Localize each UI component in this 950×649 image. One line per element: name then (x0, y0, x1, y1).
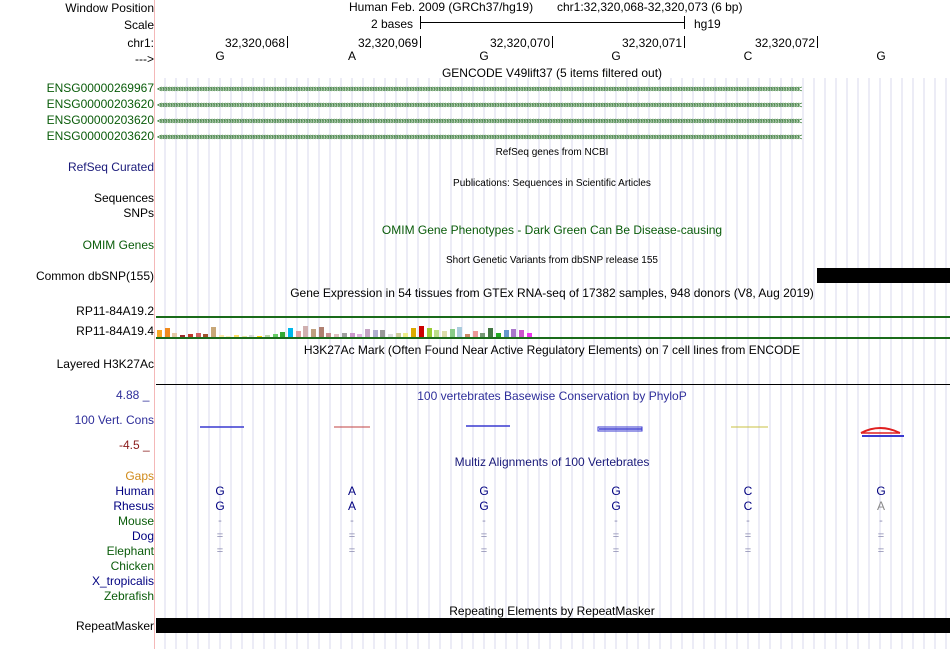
gtex-tissue-bar[interactable] (280, 332, 285, 337)
species-label[interactable]: Human (115, 484, 154, 498)
alignment-base: = (612, 530, 620, 542)
gtex-tissue-bar[interactable] (334, 334, 339, 337)
phylop-max-label: 4.88 _ (116, 388, 150, 402)
coordinate-label: 32,320,071 (621, 36, 682, 50)
coordinate-tick (684, 36, 685, 48)
gtex-tissue-bar[interactable] (357, 334, 362, 337)
alignment-base: G (876, 484, 886, 498)
alignment-base: G (215, 484, 225, 498)
assembly-title: Human Feb. 2009 (GRCh37/hg19) (349, 0, 534, 14)
gtex-tissue-bar[interactable] (473, 331, 478, 337)
repeatmasker-track-label[interactable]: RepeatMasker (75, 619, 154, 633)
gtex-gene-baseline-1 (156, 316, 950, 318)
publications-snps-label[interactable]: SNPs (123, 206, 154, 220)
gtex-tissue-bar[interactable] (350, 333, 355, 337)
gtex-tissue-bar[interactable] (157, 330, 162, 337)
reference-base: G (215, 49, 225, 63)
scale-label: Scale (123, 18, 154, 32)
gtex-track-title[interactable]: Gene Expression in 54 tissues from GTEx RNA-seq of 17382 samples, 948 donors (V8, Aug 2019) (290, 286, 814, 300)
alignment-base: G (611, 484, 621, 498)
gencode-track-title[interactable]: GENCODE V49lift37 (5 items filtered out) (441, 66, 663, 80)
phylop-min-label: -4.5 _ (119, 438, 150, 452)
gtex-tissue-bar[interactable] (450, 329, 455, 337)
species-label[interactable]: Rhesus (113, 499, 154, 513)
repeatmasker-feature[interactable] (156, 618, 950, 633)
coordinate-tick (817, 36, 818, 48)
omim-track-title[interactable]: OMIM Gene Phenotypes - Dark Green Can Be Disease-causing (381, 223, 723, 237)
alignment-base: = (216, 545, 224, 557)
reference-base: G (611, 49, 621, 63)
repeatmasker-track-title[interactable]: Repeating Elements by RepeatMasker (449, 604, 655, 618)
gtex-tissue-bar[interactable] (427, 328, 432, 337)
h3k27ac-baseline (156, 384, 950, 385)
gtex-tissue-bar[interactable] (196, 333, 201, 337)
position-readout: chr1:32,320,068-32,320,073 (6 bp) (557, 0, 743, 14)
alignment-base: = (877, 530, 885, 542)
gtex-tissue-bar[interactable] (457, 327, 462, 337)
coordinate-tick (552, 36, 553, 48)
gencode-gene-feature-2[interactable]: <<<<<<<<<<<<<<<<<<<<<<<<<<<<<<<<<<<<<<<<<<<<<<<<<<<<<<<<<<<<<<<<<<<<<<<<<<<<<<<<<<<<<<<<<<<<<<<<<<<<<<<<<<<<<<<<<<<<<<<<<<<<<<<<<<<<<<<<<<<<<<<<<<<<<<<<<<<<<<<<<<<<<<<<<<<<<<<<<<<<<<<<<<<<<<<<<<<<<<<<<<<<<<<<<<<<<<<<<<<<<<<<<<<<<<<<<<<<<<<<<< (157, 100, 800, 110)
species-label[interactable]: Zebrafish (103, 589, 154, 603)
publications-track-title[interactable]: Publications: Sequences in Scientific Articles (453, 178, 651, 189)
h3k27ac-track-label[interactable]: Layered H3K27Ac (56, 357, 154, 371)
coordinate-tick (287, 36, 288, 48)
scale-bar-right-tick (684, 16, 685, 29)
alignment-base: G (479, 484, 489, 498)
gtex-tissue-bar[interactable] (396, 333, 401, 337)
alignment-base: C (743, 484, 753, 498)
coordinate-label: 32,320,070 (489, 36, 550, 50)
species-label[interactable]: Dog (131, 529, 154, 543)
species-label[interactable]: Mouse (117, 514, 154, 528)
gtex-tissue-bar[interactable] (434, 330, 439, 337)
gtex-tissue-bar[interactable] (249, 335, 254, 337)
gtex-tissue-bar[interactable] (242, 336, 247, 337)
alignment-base: = (744, 530, 752, 542)
dbsnp-variant-feature[interactable] (817, 268, 950, 283)
gtex-tissue-bar[interactable] (403, 333, 408, 337)
gtex-tissue-bar[interactable] (527, 333, 532, 337)
gencode-gene-feature-3[interactable]: <<<<<<<<<<<<<<<<<<<<<<<<<<<<<<<<<<<<<<<<<<<<<<<<<<<<<<<<<<<<<<<<<<<<<<<<<<<<<<<<<<<<<<<<<<<<<<<<<<<<<<<<<<<<<<<<<<<<<<<<<<<<<<<<<<<<<<<<<<<<<<<<<<<<<<<<<<<<<<<<<<<<<<<<<<<<<<<<<<<<<<<<<<<<<<<<<<<<<<<<<<<<<<<<<<<<<<<<<<<<<<<<<<<<<<<<<<<<<<<<<< (157, 116, 800, 126)
gtex-tissue-bar[interactable] (373, 330, 378, 337)
refseq-track-label[interactable]: RefSeq Curated (67, 160, 154, 174)
alignment-base: G (479, 499, 489, 513)
gtex-tissue-bar[interactable] (303, 326, 308, 337)
alignment-base: = (480, 545, 488, 557)
gtex-tissue-bar[interactable] (319, 327, 324, 337)
gencode-gene-label-3[interactable]: ENSG00000203620 (46, 113, 154, 127)
alignment-base: - (746, 515, 750, 527)
gtex-tissue-bar[interactable] (188, 334, 193, 337)
window-position-label: Window Position (65, 1, 154, 15)
reference-base: C (743, 49, 753, 63)
gtex-tissue-bar[interactable] (480, 333, 485, 337)
gaps-track-label[interactable]: Gaps (125, 469, 154, 483)
scale-bar (420, 22, 685, 23)
gtex-tissue-bar[interactable] (380, 330, 385, 337)
gtex-gene-label-2[interactable]: RP11-84A19.4 (76, 324, 154, 338)
reference-base: G (479, 49, 489, 63)
chr-label: chr1: (127, 36, 154, 50)
dbsnp-track-label[interactable]: Common dbSNP(155) (35, 269, 154, 283)
alignment-base: A (347, 499, 356, 513)
gencode-gene-label-4[interactable]: ENSG00000203620 (46, 129, 154, 143)
publications-sequences-label[interactable]: Sequences (93, 191, 154, 205)
gtex-tissue-bar[interactable] (165, 328, 170, 337)
gtex-tissue-bar[interactable] (211, 327, 216, 337)
alignment-base: C (743, 499, 753, 513)
multiz-track-title[interactable]: Multiz Alignments of 100 Vertebrates (454, 455, 650, 469)
gtex-tissue-bar[interactable] (511, 329, 516, 337)
gencode-gene-feature-4[interactable]: <<<<<<<<<<<<<<<<<<<<<<<<<<<<<<<<<<<<<<<<<<<<<<<<<<<<<<<<<<<<<<<<<<<<<<<<<<<<<<<<<<<<<<<<<<<<<<<<<<<<<<<<<<<<<<<<<<<<<<<<<<<<<<<<<<<<<<<<<<<<<<<<<<<<<<<<<<<<<<<<<<<<<<<<<<<<<<<<<<<<<<<<<<<<<<<<<<<<<<<<<<<<<<<<<<<<<<<<<<<<<<<<<<<<<<<<<<<<<<<<<< (157, 132, 800, 142)
phylop-track-title[interactable]: 100 vertebrates Basewise Conservation by PhyloP (417, 389, 687, 403)
reference-base: G (876, 49, 886, 63)
coordinate-label: 32,320,068 (224, 36, 285, 50)
gtex-tissue-bar[interactable] (172, 333, 177, 337)
gencode-gene-label-1[interactable]: ENSG00000269967 (46, 81, 154, 95)
gtex-gene-label-1[interactable]: RP11-84A19.2 (76, 304, 154, 318)
gtex-tissue-bar[interactable] (257, 336, 262, 337)
alignment-base: = (216, 530, 224, 542)
alignment-base: A (876, 499, 885, 513)
gtex-tissue-bar[interactable] (273, 334, 278, 337)
species-label[interactable]: X_tropicalis (91, 574, 154, 588)
gtex-tissue-bar[interactable] (519, 330, 524, 337)
refseq-track-title[interactable]: RefSeq genes from NCBI (495, 147, 609, 158)
alignment-base: G (215, 499, 225, 513)
gtex-tissue-bar[interactable] (296, 331, 301, 337)
left-margin-divider (154, 0, 155, 649)
gtex-tissue-bar[interactable] (234, 335, 239, 337)
alignment-base: = (348, 545, 356, 557)
gtex-tissue-bar[interactable] (326, 333, 331, 337)
gencode-gene-label-2[interactable]: ENSG00000203620 (46, 97, 154, 111)
scale-text: 2 bases (371, 17, 414, 31)
build-label: hg19 (694, 17, 721, 31)
alignment-base: = (744, 545, 752, 557)
gtex-tissue-bar[interactable] (442, 331, 447, 337)
reference-base: A (347, 49, 356, 63)
strand-arrow-label: ---> (135, 52, 154, 66)
alignment-base: = (877, 545, 885, 557)
omim-track-label[interactable]: OMIM Genes (82, 238, 154, 252)
dbsnp-track-title[interactable]: Short Genetic Variants from dbSNP release 155 (446, 255, 658, 266)
alignment-base: - (879, 515, 883, 527)
alignment-base: - (218, 515, 222, 527)
gtex-tissue-bar[interactable] (342, 333, 347, 337)
h3k27ac-track-title[interactable]: H3K27Ac Mark (Often Found Near Active Regulatory Elements) on 7 cell lines from ENCODE (303, 343, 801, 357)
gtex-tissue-bar[interactable] (203, 334, 208, 337)
species-label[interactable]: Chicken (110, 559, 154, 573)
gtex-tissue-bar[interactable] (288, 328, 293, 337)
gtex-tissue-bar[interactable] (180, 335, 185, 337)
alignment-base: = (348, 530, 356, 542)
alignment-base: - (614, 515, 618, 527)
gtex-tissue-bar[interactable] (226, 336, 231, 337)
species-label[interactable]: Elephant (106, 544, 154, 558)
gtex-tissue-bar[interactable] (504, 330, 509, 337)
phylop-track-label[interactable]: 100 Vert. Cons (74, 413, 154, 427)
gencode-gene-feature-1[interactable]: <<<<<<<<<<<<<<<<<<<<<<<<<<<<<<<<<<<<<<<<<<<<<<<<<<<<<<<<<<<<<<<<<<<<<<<<<<<<<<<<<<<<<<<<<<<<<<<<<<<<<<<<<<<<<<<<<<<<<<<<<<<<<<<<<<<<<<<<<<<<<<<<<<<<<<<<<<<<<<<<<<<<<<<<<<<<<<<<<<<<<<<<<<<<<<<<<<<<<<<<<<<<<<<<<<<<<<<<<<<<<<<<<<<<<<<<<<<<<<<<<< (157, 84, 800, 94)
gtex-tissue-bar[interactable] (465, 334, 470, 337)
gtex-tissue-bar[interactable] (365, 329, 370, 337)
phylop-signal[interactable] (156, 418, 950, 440)
alignment-base: A (347, 484, 356, 498)
gtex-gene-baseline-2 (156, 337, 950, 339)
coordinate-label: 32,320,069 (357, 36, 418, 50)
gtex-tissue-bar[interactable] (488, 328, 493, 337)
alignment-base: = (612, 545, 620, 557)
gtex-tissue-bar[interactable] (419, 326, 424, 337)
alignment-base: G (611, 499, 621, 513)
alignment-base: = (480, 530, 488, 542)
gtex-tissue-bar[interactable] (311, 329, 316, 337)
gtex-tissue-bar[interactable] (265, 335, 270, 337)
coordinate-tick (420, 36, 421, 48)
coordinate-label: 32,320,072 (754, 36, 815, 50)
alignment-base: - (350, 515, 354, 527)
alignment-base: - (482, 515, 486, 527)
gtex-tissue-bar[interactable] (388, 334, 393, 337)
gtex-tissue-bar[interactable] (219, 335, 224, 337)
gtex-tissue-bar[interactable] (496, 333, 501, 337)
gtex-tissue-bar[interactable] (411, 328, 416, 337)
